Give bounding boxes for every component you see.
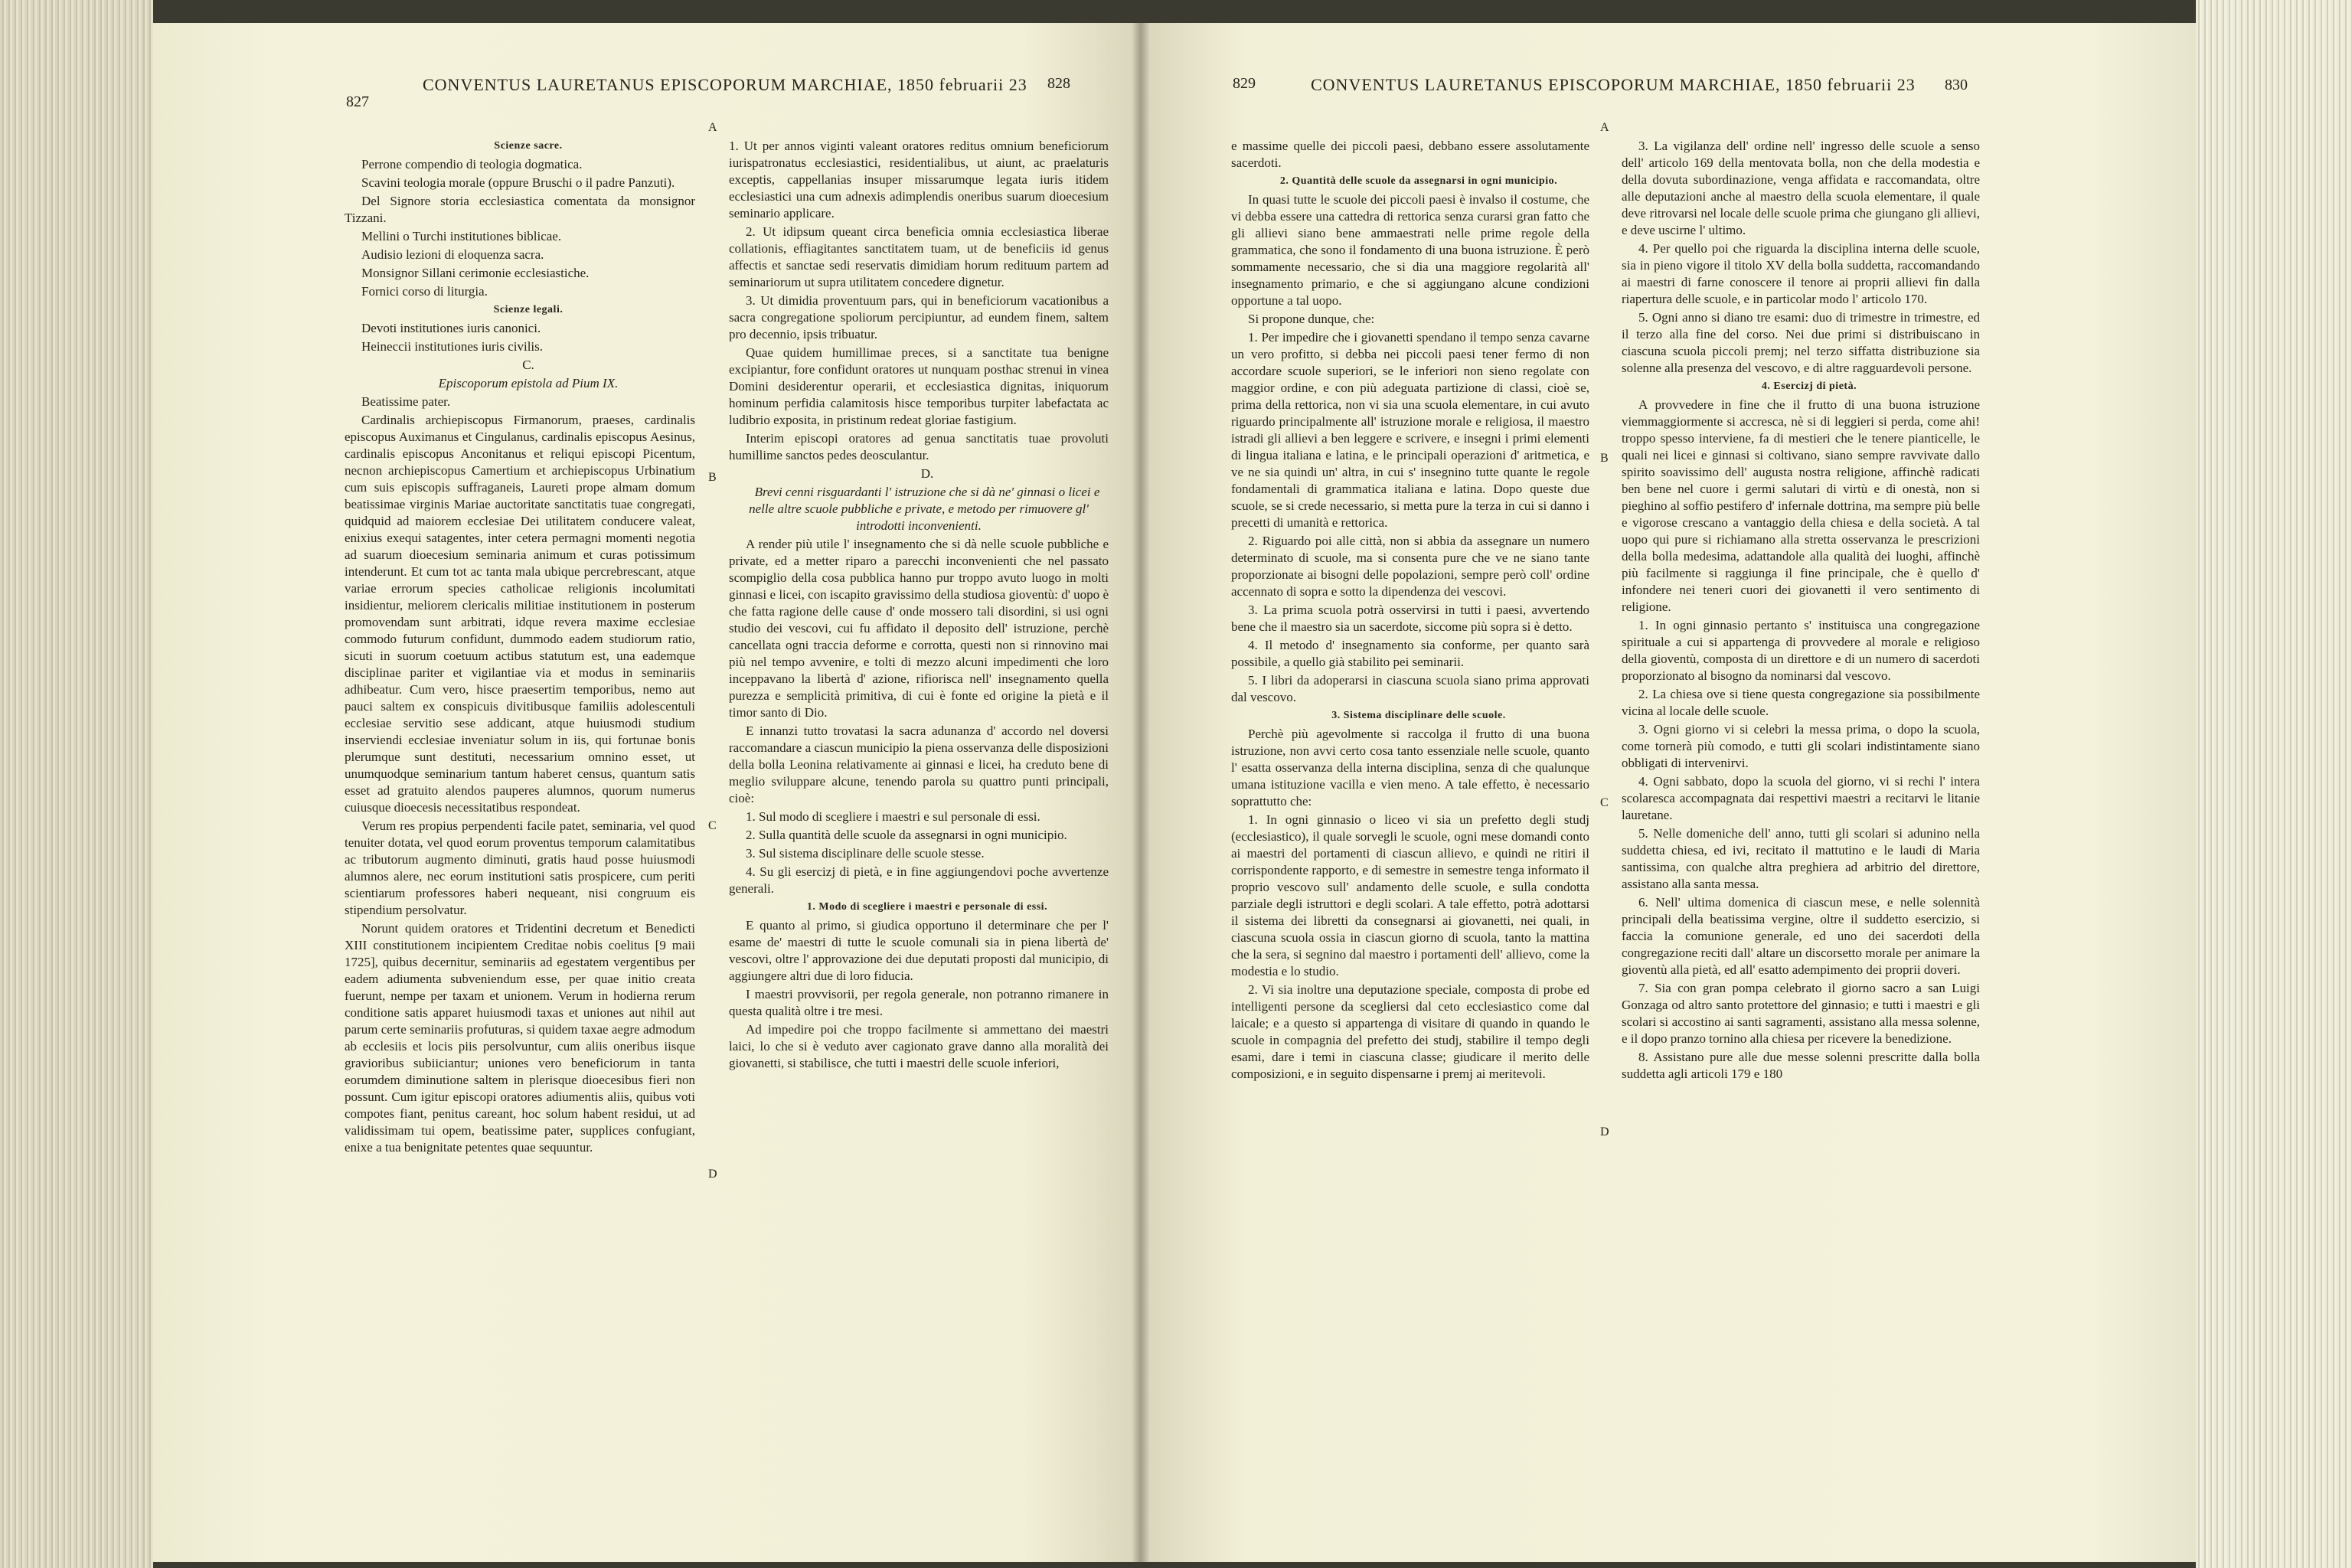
page-number-right: 830 xyxy=(1945,77,1968,93)
paragraph: Interim episcopi oratores ad genua sanctitatis tuae provoluti humillime sanctos pedes deosculantur. xyxy=(729,431,1109,462)
paragraph: Del Signore storia ecclesiastica comentata da monsignor Tizzani. xyxy=(345,194,695,225)
text-column-2 xyxy=(729,138,1109,1539)
margin-marker-b: B xyxy=(708,471,717,484)
paragraph: 1. In ogni ginnasio pertanto s' instituisca una congregazione spirituale a cui si appartenga di provvedere al morale e religioso della gioventù, composta di un direttore e di un numero di sacerdoti proporzionato al bisogno da nominarsi dal vescovo. xyxy=(1622,618,1980,683)
paragraph: 8. Assistano pure alle due messe solenni prescritte dalla bolla suddetta agli articoli 179 e 180 xyxy=(1622,1050,1980,1081)
margin-marker-b: B xyxy=(1600,452,1609,465)
paragraph: E quanto al primo, si giudica opportuno il determinare che per l' esame de' maestri di tutte le scuole comunali sia in piena libertà de' vescovi, oltre l' approvazione dei due deputati proposti dal municipio, di aggiungere altri due di loro fiducia. xyxy=(729,918,1109,983)
paragraph: 3. La vigilanza dell' ordine nell' ingresso delle scuole a senso dell' articolo 169 della mentovata bolla, non che della modestia e della dovuta subordinazione, venga affidata e raccomandata, oltre alle deputazioni anche al maestro della scuola elementare, il quale deve ritrovarsi nel locale delle scuole prima che giungano gli allievi, e deve uscirne l' ultimo. xyxy=(1622,139,1980,237)
document-letter: C. xyxy=(522,358,534,372)
page-number-right: 828 xyxy=(1047,75,1070,92)
section-heading: Scienze legali. xyxy=(493,304,564,315)
paragraph: 5. Ogni anno si diano tre esami: duo di trimestre in trimestre, ed il terzo alla fine del corso. Nei due primi si distribuiscano in ciascuna scuola piccoli premj; nel terzo siffatta distribuzione sia solenne alla presenza del vescovo, e di altre ragguardevoli persone. xyxy=(1622,310,1980,375)
section-heading: 1. Modo di scegliere i maestri e personale di essi. xyxy=(806,901,1048,913)
paragraph: 2. Ut idipsum queant circa beneficia omnia ecclesiastica liberae collationis, effiagitantes sanctitatem tuam, ut de beneficiis id genus affectis et sanctae sedi reservatis dimidiam horum redituum partem ad seminariorum ut supra utilitatem concedere dignetur. xyxy=(729,224,1109,289)
left-page xyxy=(153,23,1141,1562)
paragraph: Audisio lezioni di eloquenza sacra. xyxy=(361,247,544,262)
paragraph: 1. In ogni ginnasio o liceo vi sia un prefetto degli studj (ecclesiastico), il quale sorvegli le scuole, ogni mese domandi conto ai maestri del portamenti di ciascun allievo, e quindi ne ritiri il corrispondente rapporto, e di semestre in semestre tenga informato il proprio vescovo sull' andamento delle scuole, e sulla condotta parziale degli istruttori e degli scolari. A tale effetto, potrà adottarsi il sistema dei libretti da consegnarsi ai giovanetti, nei quali, in ciascuna scuola ossia in ciascun giorno di scuola, tanto la mattina che la sera, si segnino dal maestro i portamenti dell' allievo, come la modestia e lo studio. xyxy=(1231,812,1589,978)
paragraph: 4. Per quello poi che riguarda la disciplina interna delle scuole, sia in pieno vigore il titolo XV della bolla suddetta, raccomandando ai maestri di farne conoscere il tenore ai proprii allievi fin dalla riapertura delle scuole, e in particolar modo l' articolo 170. xyxy=(1622,241,1980,306)
paragraph: Norunt quidem oratores et Tridentini decretum et Benedicti XIII constitutionem incipientem Creditae nobis coelitus [9 maii 1725], quibus decernitur, seminariis ad egestatem vergentibus per eadem adiumenta subveniendum esse, per quae initio creata fuerunt, nempe per taxam et unionem. Verum in hodierna rerum conditione satis apparet huiusmodi taxas et uniones aut nihil aut parum certe seminariis profuturas, si quidem taxae aegre admodum ab ecclesiis et locis piis persolvuntur, cum aliis oneribus iisque gravioribus subiiciantur; uniones vero beneficiorum in tanta eorumdem diminutione saltem in plerisque dioecesibus fieri non possunt. Cum igitur episcopi oratores adiumentis aliis, quibus voti compotes fiant, penitus careant, hoc solum habent residui, ut ad validissimam tui opem, beatissime pater, supplices confugiant, enixe a tua benignitate petentes quae sequuntur. xyxy=(345,921,695,1155)
paragraph: Heineccii institutiones iuris civilis. xyxy=(361,339,544,354)
paragraph: In quasi tutte le scuole dei piccoli paesi è invalso il costume, che vi debba essere una cattedra di rettorica senza curarsi gran fatto che gli allievi siano bene ammaestrati nelle prime regole della grammatica, che sono il fondamento di una buona istruzione. È però sommamente necessario, che si dia una maggiore regolarità all' insegnamento primario, e che si aggiungano alcune condizioni opportune a tal uopo. xyxy=(1231,192,1589,308)
margin-marker-a: A xyxy=(708,121,717,134)
paragraph: Perchè più agevolmente si raccolga il frutto di una buona istruzione, non avvi certo cosa tanto essenziale nelle scuole, quanto l' esatta osservanza della interna disciplina, senza di che qualunque umana istituzione vacilla e vien meno. A tale effetto, è necessario soprattutto che: xyxy=(1231,727,1589,808)
page-number-left: 827 xyxy=(346,93,369,110)
paragraph: 1. Per impedire che i giovanetti spendano il tempo senza cavarne un vero profitto, si debba nei piccoli paesi tener fermo di non accordare scuole superiori, se le inferiori non sieno regolate con maggior ordine, e con più adeguata partizione di classi, cioè se, prima della rettorica, non vi sia una scuola elementare, in cui avuto riguardo principalmente all' istruzione morale e religiosa, il maestro istradi gli allievi a ben leggere e scrivere, e insegni i primi elementi di lingua italiana e latina, e le principali operazioni d' aritmetica, e ve ne sia quindi un' altra, in cui s' insegnino tutte quante le regole fondamentali di grammatica italiana e latina. Dopo queste due scuole, se si crede necessario, si metta pure la terza in cui si danno i precetti di umanità e rettorica. xyxy=(1231,330,1589,530)
paragraph: Monsignor Sillani cerimonie ecclesiastiche. xyxy=(361,266,590,280)
running-header: CONVENTUS LAURETANUS EPISCOPORUM MARCHIAE, 1850 februarii 23 xyxy=(1311,75,1916,94)
section-heading: 3. Sistema disciplinare delle scuole. xyxy=(1331,710,1506,721)
paragraph: Scavini teologia morale (oppure Bruschi o il padre Panzuti). xyxy=(361,175,675,190)
paragraph: 7. Sia con gran pompa celebrato il giorno sacro a san Luigi Gonzaga od altro santo protettore del ginnasio; e tutti i maestri e gli scolari si accostino ai santi sagramenti, assistano alla messa solenne, e il dopo pranzo tornino alla chiesa per ricevere la benedizione. xyxy=(1622,981,1980,1046)
paragraph: 2. Sulla quantità delle scuole da assegnarsi in ogni municipio. xyxy=(746,828,1067,842)
margin-marker-d: D xyxy=(708,1168,717,1181)
paragraph: Beatissime pater. xyxy=(361,394,451,409)
text-column-1 xyxy=(1231,138,1589,1539)
section-heading: 2. Quantità delle scuole da assegnarsi in ogni municipio. xyxy=(1279,175,1558,187)
paragraph: I maestri provvisorii, per regola generale, non potranno rimanere in questa qualità oltre i tre mesi. xyxy=(729,987,1109,1018)
paragraph: Perrone compendio di teologia dogmatica. xyxy=(361,157,583,172)
running-header: CONVENTUS LAURETANUS EPISCOPORUM MARCHIAE, 1850 februarii 23 xyxy=(423,75,1027,94)
paragraph: A render più utile l' insegnamento che si dà nelle scuole pubbliche e private, ed a metter riparo a parecchi inconvenienti che nel passato scompiglio della cosa pubblica hanno pur troppo avuto luogo in molti ginnasi e licei, con iscapito gravissimo della studiosa gioventù: d' uopo è che fatta ragione delle cause d' onde mossero tali disordini, si usi ogni studio dei vescovi, cui fu affidato il deposito dell' istruzione, perchè cancellata ogni traccia deforme e corrotta, questi non si rinnovino mai più nel tempo avvenire, e tolti di mezzo alcuni impedimenti che loro inceppavano la libertà d' azione, rifiorisca nell' insegnamento quella purezza e semplicità primitiva, di cui è fonte ed origine la pietà e il timor santo di Dio. xyxy=(729,537,1109,720)
paragraph: 3. Ogni giorno vi si celebri la messa prima, o dopo la scuola, come tornerà più comodo, e tutti gli scolari indistintamente siano obbligati di intervenirvi. xyxy=(1622,722,1980,770)
book-gutter xyxy=(1132,23,1150,1562)
paragraph: Devoti institutiones iuris canonici. xyxy=(361,321,541,335)
paragraph: 4. Su gli esercizj di pietà, e in fine aggiungendovi poche avvertenze generali. xyxy=(729,864,1109,896)
book-page-edges-left xyxy=(0,0,153,1568)
page-number-left: 829 xyxy=(1233,75,1256,92)
margin-marker-d: D xyxy=(1600,1125,1609,1138)
text-column-2 xyxy=(1622,138,1980,1539)
paragraph: 2. Riguardo poi alle città, non si abbia da assegnare un numero determinato di scuole, ma si consenta pure che ve ne siano tante proporzionate ai bisogni delle popolazioni, sempre però coll' ordine accennato di sopra e sotto la dipendenza dei vescovi. xyxy=(1231,534,1589,599)
paragraph: 3. La prima scuola potrà osservirsi in tutti i paesi, avvertendo bene che il maestro sia un sacerdote, siccome più sopra si è detto. xyxy=(1231,603,1589,634)
margin-marker-c: C xyxy=(708,819,717,832)
paragraph: 5. I libri da adoperarsi in ciascuna scuola siano prima approvati dal vescovo. xyxy=(1231,673,1589,704)
paragraph: 5. Nelle domeniche dell' anno, tutti gli scolari si adunino nella suddetta chiesa, ed ivi, recitato il mattutino e le laudi di Maria santissima, con qualche altra preghiera ad arbitrio del direttore, assistano alla santa messa. xyxy=(1622,826,1980,891)
paragraph: Fornici corso di liturgia. xyxy=(361,284,488,299)
paragraph: A provvedere in fine che il frutto di una buona istruzione viemmaggiormente si accresca, nè si di leggieri si perda, come ahi! troppo spesso interviene, fa di mestieri che le tenere pianticelle, le quali nei licei e ginnasi si coltivano, siano sempre ravvivate dallo spirito soavissimo dell' augusta nostra religione, affinchè radicati ben bene nel cuore i germi salutari di virtù e di onestà, non si pieghino al soffio pestifero d' infernale dottrina, ma sempre più belle e vigorose crescano a vantaggio della chiesa e della società. A tal uopo qui pure si richiamano alla stretta osservanza le prescrizioni della bolla medesima, adattandole alla qualità dei luoghi, affinchè più facilmente si raggiunga il fine principale, che è quello d' infondere nei teneri cuori dei giovanetti il vero sentimento di religione. xyxy=(1622,397,1980,614)
paragraph: 1. Ut per annos viginti valeant oratores reditus omnium beneficiorum iurispatronatus ecclesiastici, residentialibus, ut aiunt, ac praelaturis exceptis, cappellanias insuper missarumque legata iuris itidem ecclesiastici una cum adnexis adimplendis oneribus suarum dioecesium seminario applicare. xyxy=(729,139,1109,220)
paragraph: Ad impedire poi che troppo facilmente si ammettano dei maestri laici, lo che si è veduto aver cagionato grave danno alla moralità dei giovanetti, si stabilisce, che tutti i maestri delle scuole inferiori, xyxy=(729,1022,1109,1070)
paragraph: 1. Sul modo di scegliere i maestri e sul personale di essi. xyxy=(746,809,1040,824)
paragraph: Quae quidem humillimae preces, si a sanctitate tua benigne excipiantur, fore confidunt oratores ut nunquam posthac strenui in vinea Domini desiderentur operarii, et ecclesiastica dignitas, iniquorum hominum perfidia calamitosis hisce temporibus turpiter labefactata ac ludibrio exposita, in pristinum redeat gloriae fastigium. xyxy=(729,345,1109,427)
section-heading: 4. Esercizj di pietà. xyxy=(1761,381,1857,392)
paragraph: 2. Vi sia inoltre una deputazione speciale, composta di probe ed intelligenti persone da scegliersi dal ceto ecclesiastico come dal laicale; e a questo si appartenga di visitare di quando in quando le scuole in compagnia del prefetto dei studj, stabilire il tempo degli esami, dare i temi in ciascuna classe; giudicare il merito delle composizioni, e in seguito dispensarne i premj ai meritevoli. xyxy=(1231,982,1589,1081)
paragraph: Mellini o Turchi institutiones biblicae. xyxy=(361,229,562,243)
document-title: Brevi cenni risguardanti l' istruzione che si dà ne' ginnasi o licei e nelle altre scuole pubbliche e private, e metodo per rimuovere gl' introdotti inconvenienti. xyxy=(749,485,1100,533)
paragraph: 6. Nell' ultima domenica di ciascun mese, e nelle solennità principali della beatissima vergine, oltre il suddetto esercizio, si faccia la comunione generale, ed uno dei sacerdoti della congregazione reciti dall' altare un discorsetto morale per animare la gioventù alla pietà, ed all' esatto adempimento dei proprii doveri. xyxy=(1622,895,1980,977)
paragraph: 4. Ogni sabbato, dopo la scuola del giorno, vi si rechi l' intera scolaresca accompagnata dai respettivi maestri a recitarvi le litanie lauretane. xyxy=(1622,774,1980,822)
margin-marker-c: C xyxy=(1600,796,1609,809)
document-title: Episcoporum epistola ad Pium IX. xyxy=(438,376,619,390)
text-column-1 xyxy=(345,138,695,1539)
paragraph: 3. Sul sistema disciplinare delle scuole stesse. xyxy=(746,846,985,861)
paragraph: Verum res propius perpendenti facile patet, seminaria, vel quod tenuiter dotata, vel quod eorum proventus temporum calamitatibus ac tributorum augmento diminuti, gratis haud posse huiusmodi alumnos alere, nec eorum institutioni satis prospicere, cum periti scientiarum professores haberi nequeant, nisi congruum eis stipendium persolvatur. xyxy=(345,818,695,917)
section-heading: Scienze sacre. xyxy=(494,140,563,152)
paragraph: 2. La chiesa ove si tiene questa congregazione sia possibilmente vicina al locale delle scuole. xyxy=(1622,687,1980,718)
paragraph: Cardinalis archiepiscopus Firmanorum, praeses, cardinalis episcopus Auximanus et Cingulanus, cardinalis episcopus Aesinus, cardinalis episcopus Anconitanus et reliqui episcopi Picentum, necnon archiepiscopus Camertium et archiepiscopus Urbinatium cum suis episcopis suffraganeis, Laureti prope almam domum beatissimae virginis Mariae auctoritate sanctitatis tuae congregati, quidquid ad maiorem ecclesiae Dei utilitatem conducere valeat, enixius exequi satagentes, inter cetera permagni momenti negotia ad suarum dioecesium seminaria animum et curas potissimum intenderunt. Et cum tot ac tanta mala ubique percrebrescant, atque variae errorum species catholicae religionis incolumitati insidientur, meliorem clericalis militiae institutionem in posterum promovendam sunt arbitrati, idque revera maxime ecclesiae commodo futurum confidunt, dummodo eadem studiorum ratio, sicuti in suorum coetuum actibus statutum est, una eademque disciplinae pariter et vigilantiae via et modus in seminariis adhibeatur. Cum vero, hisce praesertim temporibus, nemo aut pauci saltem ex conspicuis divitibusque familiis adolescentuli ecclesiae servitio sese addicant, atque huiusmodi studium inserviendi ecclesiae inveniatur solum in iis, qui fortunae bonis plerumque sunt destituti, necessarium omnino esset, ut unumquodque seminarium tantum haberet census, quantum satis esset ad gratuito alendos pauperes alumnos, quorum numerus cuiusque dioecesis necessitatibus respondeat. xyxy=(345,413,695,815)
book-page-edges-right xyxy=(2196,0,2352,1568)
paragraph: 3. Ut dimidia proventuum pars, qui in beneficiorum vacationibus a sacra congregatione spoliorum percipiuntur, ad eundem finem, saltem pro decennio, ipsis tribuatur. xyxy=(729,293,1109,341)
paragraph: e massime quelle dei piccoli paesi, debbano essere assolutamente sacerdoti. xyxy=(1231,139,1589,170)
paragraph: 4. Il metodo d' insegnamento sia conforme, per quanto sarà possibile, a quello già stabilito pei seminarii. xyxy=(1231,638,1589,669)
margin-marker-a: A xyxy=(1600,121,1609,134)
paragraph: Si propone dunque, che: xyxy=(1248,312,1375,326)
paragraph: E innanzi tutto trovatasi la sacra adunanza d' accordo nel doversi raccomandare a ciascun municipio la piena osservanza delle disposizioni della bolla Leonina relativamente ai ginnasi e licei, ha creduto bene di meglio sviluppare alcune, tenendo parola su quattro punti principali, cioè: xyxy=(729,724,1109,805)
document-letter: D. xyxy=(920,466,934,481)
right-page xyxy=(1141,23,2196,1562)
